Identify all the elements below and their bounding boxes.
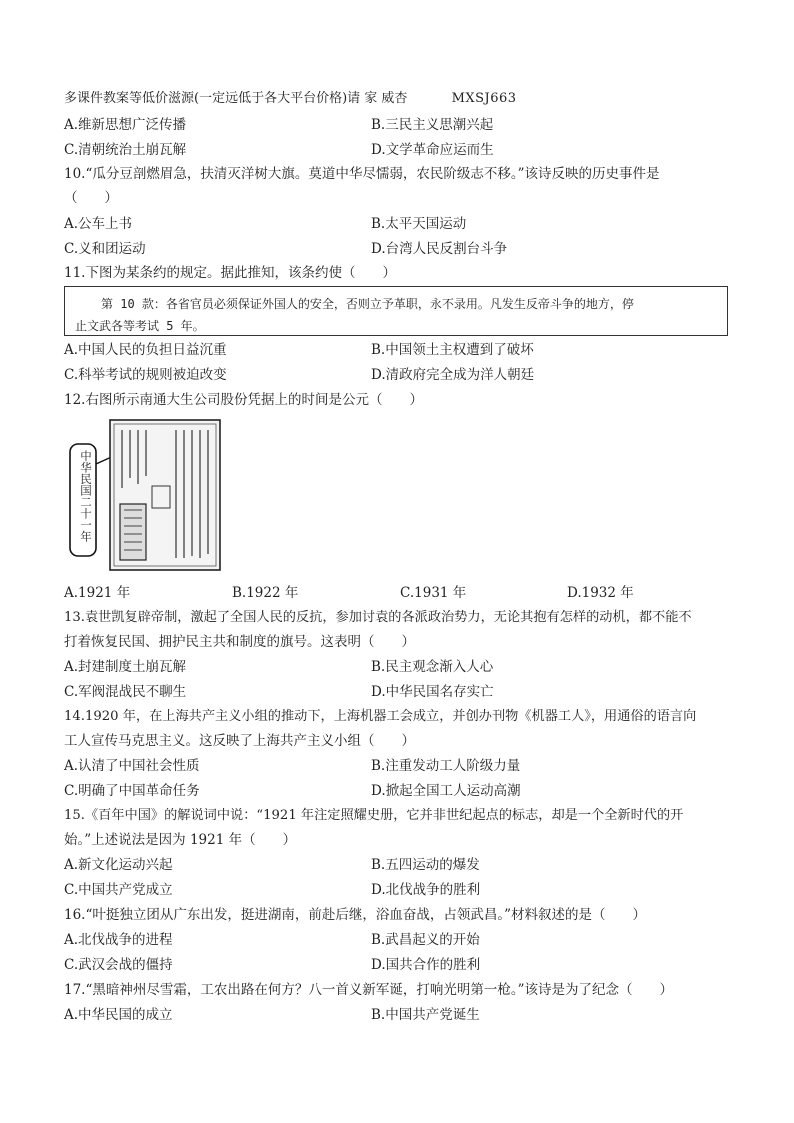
q16-option-a: A.北伐战争的进程 — [64, 932, 173, 948]
q15-option-c: C.中国共产党成立 — [64, 882, 173, 898]
q16-option-c: C.武汉会战的僵持 — [64, 957, 173, 973]
q10-stem: 10.“瓜分豆剖燃眉急，扶清灭洋树大旗。莫道中华尽懦弱，农民阶级志不移。”该诗反映的历史事件是 — [64, 166, 660, 182]
q16-option-b: B.武昌起义的开始 — [371, 932, 480, 948]
q12-option-d: D.1932 年 — [567, 585, 634, 601]
q10-option-b: B.太平天国运动 — [371, 216, 467, 232]
q10-option-c: C.义和团运动 — [64, 241, 146, 257]
q14-stem-line1: 14.1920 年，在上海共产主义小组的推动下，上海机器工会成立，并创办刊物《机器工人》，用通俗的语言向 — [64, 709, 697, 724]
q11-option-a: A.中国人民的负担日益沉重 — [64, 342, 227, 358]
q15-option-b: B.五四运动的爆发 — [371, 857, 480, 873]
certificate-date-label: 中华民国二十一年 — [79, 450, 93, 542]
q13-option-b: B.民主观念渐入人心 — [371, 659, 494, 675]
q14-option-a: A.认清了中国社会性质 — [64, 758, 200, 774]
q12-stem: 12.右图所示南通大生公司股份凭据上的时间是公元（ ） — [64, 392, 423, 408]
q9-option-b: B.三民主义思潮兴起 — [371, 117, 494, 133]
q9-option-a: A.维新思想广泛传播 — [64, 117, 187, 133]
q13-option-a: A.封建制度土崩瓦解 — [64, 659, 187, 675]
q9-option-d: D.文学革命应运而生 — [371, 142, 494, 158]
q14-option-c: C.明确了中国革命任务 — [64, 783, 200, 799]
q15-stem-line1: 15.《百年中国》的解说词中说：“1921 年注定照耀史册，它并非世纪起点的标志，却是一个全新时代的开 — [64, 808, 684, 823]
q13-option-c: C.军阀混战民不聊生 — [64, 684, 187, 700]
share-certificate-image — [66, 418, 226, 573]
q13-stem-line1: 13.袁世凯复辟帝制，激起了全国人民的反抗，参加讨袁的各派政治势力，无论其抱有怎样的动机，都不能不 — [64, 610, 692, 625]
q17-stem: 17.“黑暗神州尽雪霜，工农出路在何方？八一首义新军诞，打响光明第一枪。”该诗是为了纪念（ ） — [64, 982, 674, 998]
q12-option-a: A.1921 年 — [64, 585, 131, 601]
q13-option-d: D.中华民国名存实亡 — [371, 684, 494, 700]
q12-option-c: C.1931 年 — [400, 585, 467, 601]
treaty-clause-line1: 第 10 款：各省官员必须保证外国人的安全，否则立予革职，永不录用。凡发生反帝斗争的地方，停 — [101, 297, 634, 311]
q17-option-b: B.中国共产党诞生 — [371, 1007, 480, 1023]
q11-stem: 11.下图为某条约的规定。据此推知，该条约使（ ） — [64, 265, 396, 281]
q17-option-a: A.中华民国的成立 — [64, 1007, 173, 1023]
q15-option-a: A.新文化运动兴起 — [64, 857, 173, 873]
q14-option-d: D.掀起全国工人运动高潮 — [371, 783, 521, 799]
q10-option-d: D.台湾人民反割台斗争 — [371, 241, 508, 257]
treaty-clause-box — [64, 286, 728, 336]
q11-option-d: D.清政府完全成为洋人朝廷 — [371, 367, 535, 383]
page-header — [64, 89, 517, 109]
q15-stem-line2: 始。”上述说法是因为 1921 年（ ） — [64, 832, 297, 848]
q9-option-c: C.清朝统治土崩瓦解 — [64, 142, 187, 158]
q15-option-d: D.北伐战争的胜利 — [371, 882, 481, 898]
q10-paren: （ ） — [64, 190, 118, 206]
q16-stem: 16.“叶挺独立团从广东出发，挺进湖南，前赴后继，浴血奋战，占领武昌。”材料叙述的是（ ） — [64, 907, 647, 923]
q13-stem-line2: 打着恢复民国、拥护民主共和制度的旗号。这表明（ ） — [64, 634, 415, 650]
header-text: 多课件教案等低价滋源(一定远低于各大平台价格)请 家 威杏 — [64, 91, 408, 106]
header-code: MXSJ663 — [451, 91, 517, 106]
q11-option-b: B.中国领土主权遭到了破坏 — [371, 342, 534, 358]
q10-option-a: A.公车上书 — [64, 216, 133, 232]
q14-stem-line2: 工人宣传马克思主义。这反映了上海共产主义小组（ ） — [64, 733, 415, 749]
treaty-clause-line2: 止文武各等考试 5 年。 — [75, 319, 205, 333]
q11-option-c: C.科举考试的规则被迫改变 — [64, 367, 227, 383]
q16-option-d: D.国共合作的胜利 — [371, 957, 481, 973]
q12-option-b: B.1922 年 — [232, 585, 299, 601]
q14-option-b: B.注重发动工人阶级力量 — [371, 758, 521, 774]
